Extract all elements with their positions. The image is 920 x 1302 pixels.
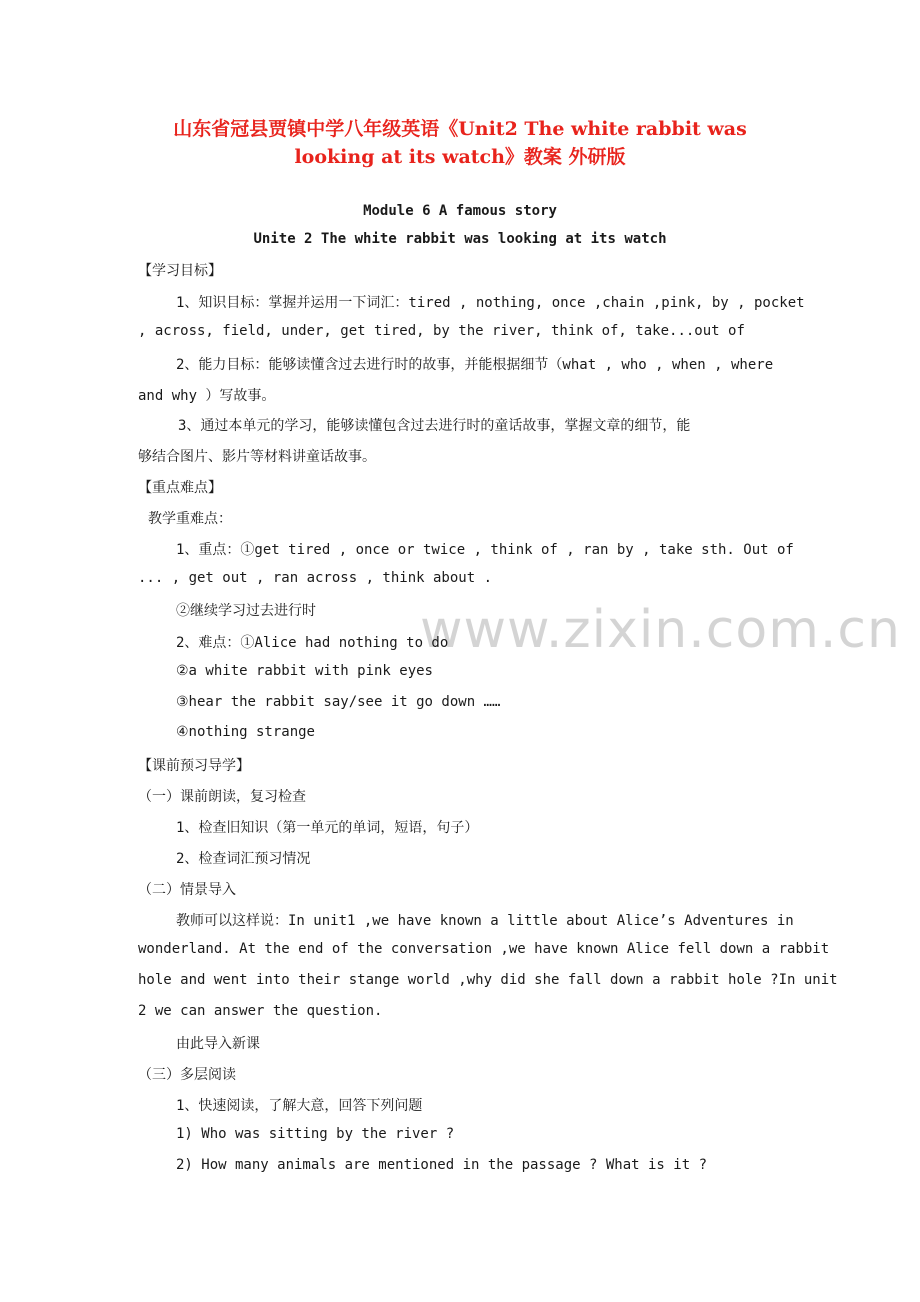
body-line: 教学重难点： xyxy=(148,511,232,527)
body-line: 由此导入新课 xyxy=(176,1036,260,1052)
body-line: wonderland. At the end of the conversation ,we have known Alice fell down a rabbit xyxy=(138,941,830,957)
body-line: 【重点难点】 xyxy=(138,480,222,496)
document-title-line2: looking at its watch》教案 外研版 xyxy=(294,146,626,168)
body-line: 3、通过本单元的学习，能够读懂包含过去进行时的童话故事，掌握文章的细节，能 xyxy=(178,418,691,434)
body-line: 1、快速阅读，了解大意，回答下列问题 xyxy=(176,1098,423,1114)
body-line: 够结合图片、影片等材料讲童话故事。 xyxy=(138,449,376,465)
body-line: ②继续学习过去进行时 xyxy=(176,603,316,619)
body-line: 【学习目标】 xyxy=(138,263,222,279)
body-line: 2、难点：①Alice had nothing to do xyxy=(176,635,449,651)
body-line: 2) How many animals are mentioned in the passage ? What is it ? xyxy=(176,1157,708,1173)
body-line: ③hear the rabbit say/see it go down …… xyxy=(176,694,501,710)
watermark: www.zixin.com.cn xyxy=(420,600,901,660)
body-line: 2 we can answer the question. xyxy=(138,1003,383,1019)
body-line: （三）多层阅读 xyxy=(138,1067,236,1083)
body-line: 2、检查词汇预习情况 xyxy=(176,851,311,867)
body-line: 教师可以这样说：In unit1 ,we have known a little about Alice’s Adventures in xyxy=(176,913,794,929)
body-line: 1) Who was sitting by the river ? xyxy=(176,1126,455,1142)
body-line: 【课前预习导学】 xyxy=(138,758,250,774)
body-line: （二）情景导入 xyxy=(138,882,236,898)
body-line: , across, field, under, get tired, by the river, think of, take...out of xyxy=(138,323,745,339)
body-line: and why ）写故事。 xyxy=(138,388,276,404)
body-line: hole and went into their stange world ,why did she fall down a rabbit hole ?In unit xyxy=(138,972,838,988)
unit-heading: Unite 2 The white rabbit was looking at its watch xyxy=(253,231,667,247)
body-line: ④nothing strange xyxy=(176,724,315,740)
body-line: 2、能力目标：能够读懂含过去进行时的故事，并能根据细节（what , who , when , where xyxy=(176,357,774,373)
body-line: 1、检查旧知识（第一单元的单词，短语，句子） xyxy=(176,820,479,836)
module-heading: Module 6 A famous story xyxy=(363,203,557,219)
body-line: 1、知识目标：掌握并运用一下词汇：tired , nothing, once ,chain ,pink, by , pocket xyxy=(176,295,805,311)
document-title-line1: 山东省冠县贾镇中学八年级英语《Unit2 The white rabbit was xyxy=(173,118,747,140)
body-line: ②a white rabbit with pink eyes xyxy=(176,663,433,679)
body-line: （一）课前朗读，复习检查 xyxy=(138,789,306,805)
body-line: ... , get out , ran across , think about . xyxy=(138,570,493,586)
body-line: 1、重点：①get tired , once or twice , think of , ran by , take sth. Out of xyxy=(176,542,794,558)
